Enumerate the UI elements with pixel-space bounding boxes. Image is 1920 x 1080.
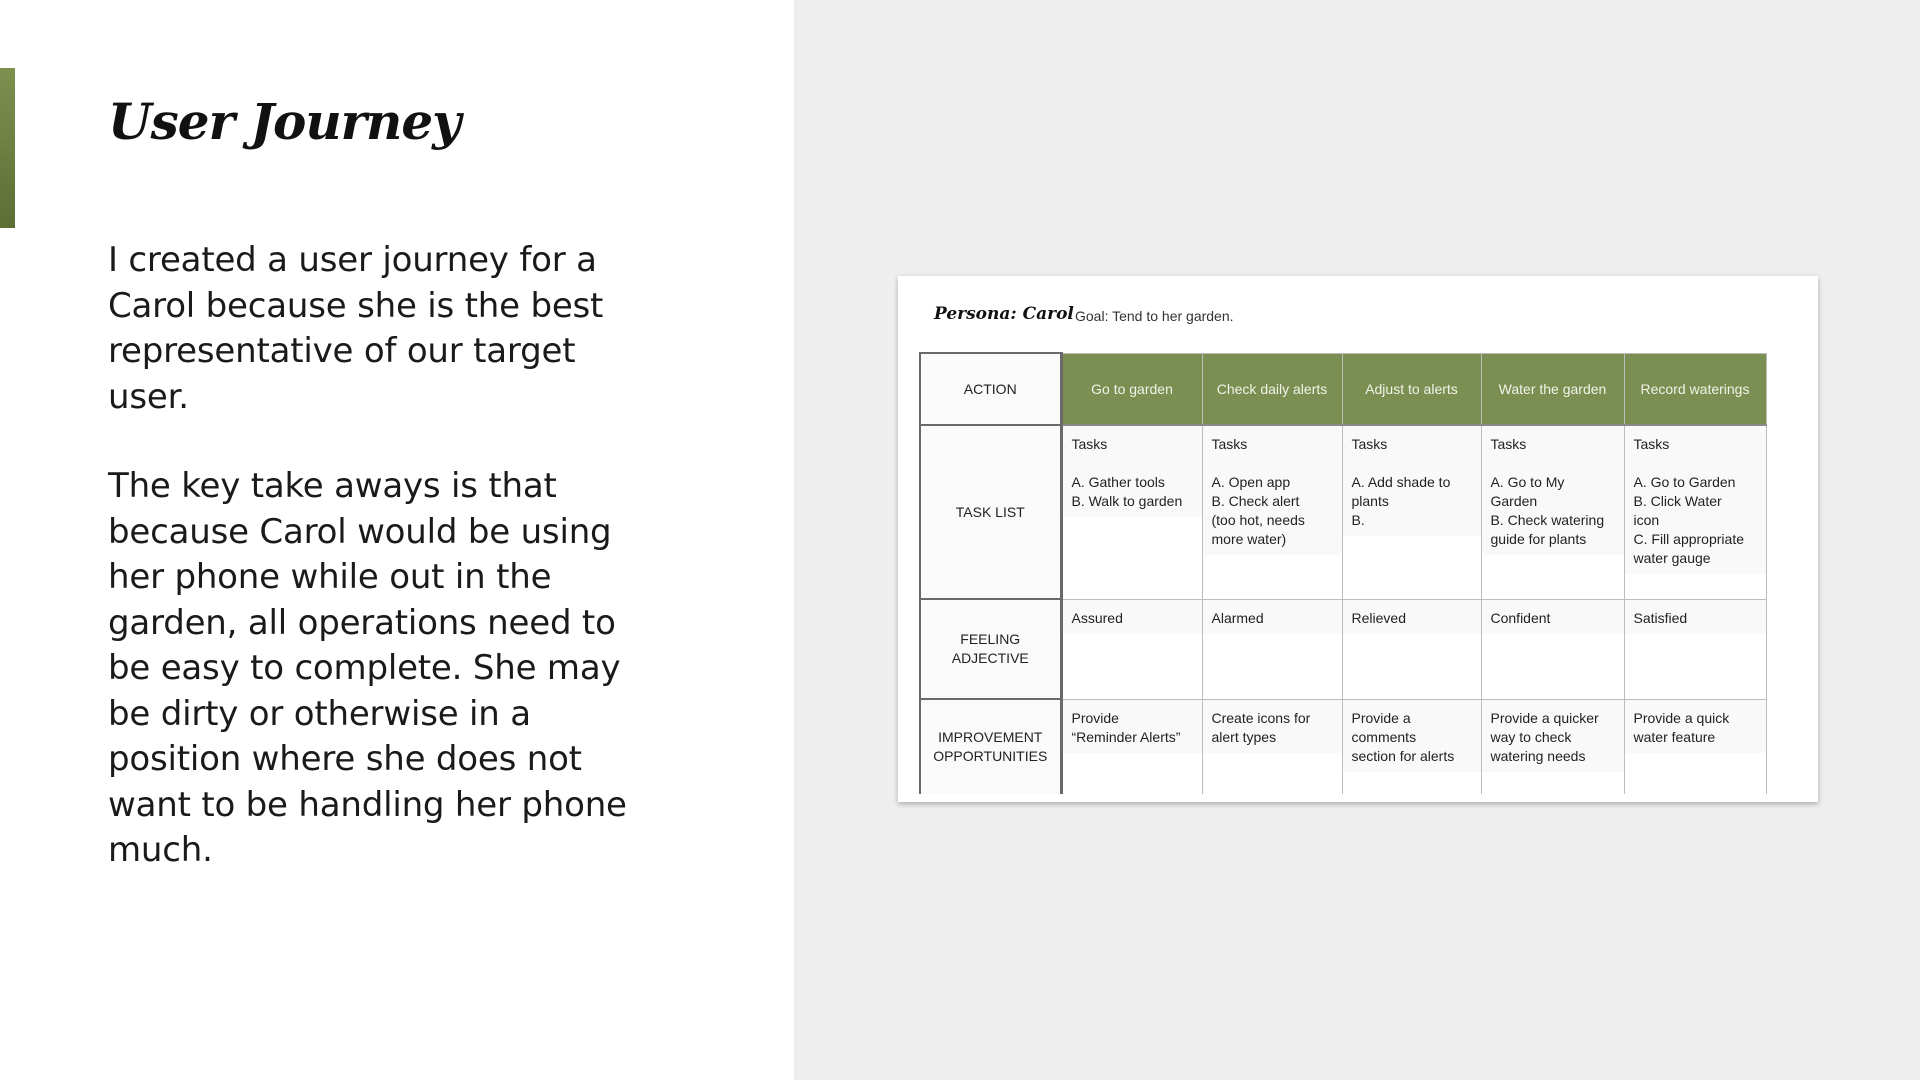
row-header-feeling-label: FEELING ADJECTIVE (951, 631, 1029, 666)
row-header-task-list: TASK LIST (920, 425, 1061, 599)
feeling-text: Confident (1482, 600, 1624, 634)
feeling-text: Assured (1063, 600, 1202, 634)
row-header-improvement (920, 699, 1061, 794)
stage-header: Check daily alerts (1202, 353, 1342, 425)
task-cell (1061, 425, 1202, 599)
feeling-cell (1481, 599, 1624, 699)
row-header-action: ACTION (920, 353, 1061, 425)
improvement-text: Provide “Reminder Alerts” (1063, 700, 1202, 753)
stage-header: Water the garden (1481, 353, 1624, 425)
stage-header: Adjust to alerts (1342, 353, 1481, 425)
improvement-text: Provide a quick water feature (1625, 700, 1766, 753)
row-header-feeling (920, 599, 1061, 699)
feeling-text: Alarmed (1203, 600, 1342, 634)
feeling-text: Satisfied (1625, 600, 1766, 634)
task-cell (1624, 425, 1766, 599)
task-cell (1481, 425, 1624, 599)
improvement-cell (1061, 699, 1202, 794)
improvement-cell (1202, 699, 1342, 794)
feeling-row (920, 599, 1766, 699)
task-cell (1202, 425, 1342, 599)
task-text: Tasks A. Go to Garden B. Click Water icon C. Fill appropriate water gauge (1625, 426, 1766, 574)
improvement-text: Create icons for alert types (1203, 700, 1342, 753)
left-panel (0, 0, 794, 1080)
slide-title: User Journey (108, 92, 461, 151)
feeling-text: Relieved (1343, 600, 1481, 634)
feeling-cell (1342, 599, 1481, 699)
improvement-cell (1481, 699, 1624, 794)
task-list-row (920, 425, 1766, 599)
goal-label: Goal: Tend to her garden. (1075, 308, 1234, 324)
feeling-cell (1061, 599, 1202, 699)
improvement-text: Provide a quicker way to check watering needs (1482, 700, 1624, 772)
action-row (920, 353, 1766, 425)
journey-map-card (898, 276, 1818, 802)
feeling-cell (1202, 599, 1342, 699)
accent-bar (0, 68, 15, 228)
task-text: Tasks A. Open app B. Check alert (too hot, needs more water) (1203, 426, 1342, 555)
feeling-cell (1624, 599, 1766, 699)
row-header-improvement-label: IMPROVEMENT OPPORTUNITIES (933, 729, 1048, 764)
intro-paragraph: I created a user journey for a Carol because she is the best representative of our target user. (108, 240, 604, 417)
task-text: Tasks A. Add shade to plants B. (1343, 426, 1481, 536)
improvement-cell (1342, 699, 1481, 794)
task-text: Tasks A. Go to My Garden B. Check watering guide for plants (1482, 426, 1624, 555)
improvement-cell (1624, 699, 1766, 794)
task-cell (1342, 425, 1481, 599)
journey-table (919, 352, 1767, 794)
stage-header: Record waterings (1624, 353, 1766, 425)
improvement-row (920, 699, 1766, 794)
takeaway-paragraph: The key take aways is that because Carol would be using her phone while out in the garden, all operations need to be easy to complete. She may be dirty or otherwise in a position where she does not want to be handling her phone much. (108, 466, 627, 870)
improvement-text: Provide a comments section for alerts (1343, 700, 1481, 772)
stage-header: Go to garden (1061, 353, 1202, 425)
task-text: Tasks A. Gather tools B. Walk to garden (1063, 426, 1202, 517)
persona-label: Persona: Carol (934, 304, 1074, 324)
